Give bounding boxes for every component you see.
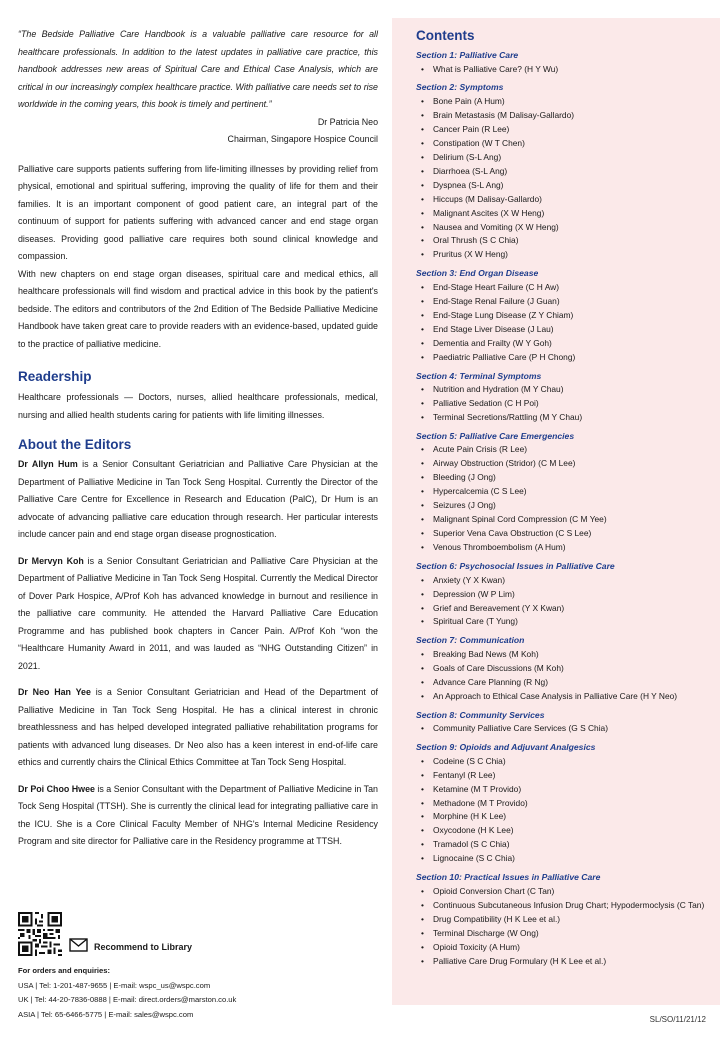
toc-item: • Dyspnea (S-L Ang) [416, 179, 716, 193]
toc-section [416, 741, 716, 866]
editor-bio-text: is a Senior Consultant Geriatrician and Head of the Department of Palliative Medicine in Tan Tock Seng Hospital. He has a clinical interest in chronic breathlessness and has helped developed integrated palliative rehabilitation programs for patients with advanced lung diseases. Dr Neo also has a keen interest in end-of-life care ethics and currently chairs the Clinical Ethics Committee at Tan Tock Seng Hospital. [18, 687, 378, 767]
toc-section [416, 81, 716, 262]
toc-item: • Fentanyl (R Lee) [416, 769, 716, 783]
toc-item: • End-Stage Lung Disease (Z Y Chiam) [416, 309, 716, 323]
editor-bio-text: is a Senior Consultant Geriatrician and Palliative Care Physician at the Department of Palliative Medicine in Tan Tock Seng Hospital. Currently the Medical Director of Dover Park Hospice, A/Prof Koh has advanced knowledge in burnout and resilience in the palliative care community. He attended the Harvard Palliative Care Education Programme and has published book chapters in Cancer Pain. A/Prof Koh “won the “Healthcare Humanity Award in 2011, and was lauded as “NHG Outstanding Citizen” in 2021. [18, 555, 378, 671]
editor-name: Dr Poi Choo Hwee [18, 783, 95, 794]
toc-section-heading: Section 10: Practical Issues in Palliative Care [416, 872, 601, 883]
toc-item: • End-Stage Heart Failure (C H Aw) [416, 281, 716, 295]
toc-item: • Goals of Care Discussions (M Koh) [416, 662, 716, 676]
toc-item: • Morphine (H K Lee) [416, 810, 716, 824]
toc-item: • Continuous Subcutaneous Infusion Drug Chart; Hypodermoclysis (C Tan) [416, 899, 716, 913]
toc-item: • Grief and Bereavement (Y X Kwan) [416, 602, 716, 616]
toc-section [416, 430, 716, 555]
editor-name: Dr Neo Han Yee [18, 687, 91, 697]
toc-section [416, 634, 716, 703]
toc-item: • Nutrition and Hydration (M Y Chau) [416, 383, 716, 397]
toc-section [416, 871, 716, 968]
toc-item: • Tramadol (S C Chia) [416, 838, 716, 852]
orders-line-usa: USA | Tel: 1-201-487-9655 | E-mail: wspc_us@wspc.com [18, 980, 211, 990]
toc-section-heading: Section 9: Opioids and Adjuvant Analgesics [416, 742, 596, 753]
toc-item-list [416, 574, 716, 630]
readership-heading: Readership [18, 369, 92, 384]
editor-bio [18, 456, 378, 544]
toc-item: • Breaking Bad News (M Koh) [416, 648, 716, 662]
toc-section [416, 370, 716, 425]
intro-paragraph-1: Palliative care supports patients suffering from life-limiting illnesses by providing relief from physical, emotional and spiritual suffering, improving the quality of life for them and their families. It is an important component of good patient care, an integral part of the continuum of support for patients suffering with advanced cancer and end stage organ diseases. Providing good palliative care requires both sound clinical knowledge and compassion. [18, 163, 378, 261]
editor-bio-text: is a Senior Consultant with the Department of Palliative Medicine in Tan Tock Seng Hospital (TTSH). She is currently the clinical lead for integrating palliative care in the ICU. She is a Core Clinical Faculty Member of NHG's Internal Medicine Residency Program and site director for Palliative care in the Residency programme at TTSH. [18, 783, 378, 846]
toc-item: • Nausea and Vomiting (X W Heng) [416, 221, 716, 235]
toc-item-list [416, 63, 716, 77]
toc-section-heading: Section 7: Communication [416, 635, 525, 646]
toc-item-list [416, 95, 716, 262]
contents-title: Contents [416, 28, 475, 43]
toc-item: • Delirium (S-L Ang) [416, 151, 716, 165]
document-code: SL/SO/11/21/12 [649, 1015, 706, 1024]
toc-item: • Paediatric Palliative Care (P H Chong) [416, 351, 716, 365]
toc-item: • Spiritual Care (T Yung) [416, 615, 716, 629]
toc-section-heading: Section 8: Community Services [416, 709, 545, 720]
toc-section-heading: Section 5: Palliative Care Emergencies [416, 430, 575, 441]
orders-title: For orders and enquiries: [18, 966, 110, 975]
toc-item: • Bone Pain (A Hum) [416, 95, 716, 109]
editor-bio [18, 781, 378, 851]
toc-item: • Cancer Pain (R Lee) [416, 123, 716, 137]
envelope-icon[interactable] [69, 938, 88, 952]
toc-item: • Brain Metastasis (M Dalisay-Gallardo) [416, 109, 716, 123]
contents-panel [392, 18, 720, 1005]
toc-item: • Lignocaine (S C Chia) [416, 852, 716, 866]
toc-item: • Oral Thrush (S C Chia) [416, 234, 716, 248]
orders-line-asia: ASIA | Tel: 65-6466-5775 | E-mail: sales@wspc.com [18, 1009, 194, 1019]
editors-heading: About the Editors [18, 437, 132, 452]
toc-item: • Advance Care Planning (R Ng) [416, 676, 716, 690]
editor-bio [18, 553, 378, 676]
editor-bio [18, 684, 378, 772]
toc-section-heading: Section 6: Psychosocial Issues in Palliative Care [416, 561, 615, 572]
toc-item: • Malignant Ascites (X W Heng) [416, 207, 716, 221]
toc-item: • Terminal Discharge (W Ong) [416, 927, 716, 941]
qr-code-icon[interactable] [18, 912, 62, 956]
readership-text: Healthcare professionals — Doctors, nurses, allied healthcare professionals, medical, nursing and allied health students caring for patients with life limiting illnesses. [18, 392, 378, 420]
toc-item: • Codeine (S C Chia) [416, 755, 716, 769]
toc-item-list [416, 885, 716, 969]
toc-item-list [416, 383, 716, 425]
toc-item: • End-Stage Renal Failure (J Guan) [416, 295, 716, 309]
quote-author-role: Chairman, Singapore Hospice Council [227, 134, 378, 144]
toc-section [416, 267, 716, 364]
toc-item: • Hypercalcemia (C S Lee) [416, 485, 716, 499]
toc-item: • Acute Pain Crisis (R Lee) [416, 443, 716, 457]
toc-item: • What is Palliative Care? (H Y Wu) [416, 63, 716, 77]
orders-line-uk: UK | Tel: 44-20-7836-0888 | E-mail: direct.orders@marston.co.uk [18, 995, 237, 1004]
toc-item: • Opioid Conversion Chart (C Tan) [416, 885, 716, 899]
table-of-contents [416, 49, 716, 974]
toc-item: • Anxiety (Y X Kwan) [416, 574, 716, 588]
toc-section-heading: Section 3: End Organ Disease [416, 268, 539, 279]
toc-item-list [416, 281, 716, 365]
editor-name: Dr Allyn Hum [18, 459, 78, 469]
toc-section-heading: Section 1: Palliative Care [416, 50, 519, 60]
left-column [18, 26, 378, 860]
toc-item: • Drug Compatibility (H K Lee et al.) [416, 913, 716, 927]
toc-item: • Airway Obstruction (Stridor) (C M Lee) [416, 457, 716, 471]
editors-list [18, 456, 378, 851]
toc-item: • Dementia and Frailty (W Y Goh) [416, 337, 716, 351]
toc-item: • Palliative Sedation (C H Poi) [416, 397, 716, 411]
toc-section-heading: Section 2: Symptoms [416, 82, 504, 93]
recommend-to-library-link[interactable]: Recommend to Library [94, 942, 193, 952]
toc-item: • Terminal Secretions/Rattling (M Y Chau) [416, 411, 716, 425]
toc-section [416, 49, 716, 76]
toc-item: • Diarrhoea (S-L Ang) [416, 165, 716, 179]
toc-item-list [416, 722, 716, 736]
toc-item-list [416, 648, 716, 704]
toc-item: • Hiccups (M Dalisay-Gallardo) [416, 193, 716, 207]
toc-item: • Malignant Spinal Cord Compression (C M Yee) [416, 513, 716, 527]
toc-item: • An Approach to Ethical Case Analysis in Palliative Care (H Y Neo) [416, 690, 716, 704]
toc-section [416, 560, 716, 629]
toc-item: • Bleeding (J Ong) [416, 471, 716, 485]
toc-section [416, 709, 716, 736]
toc-item: • Community Palliative Care Services (G S Chia) [416, 722, 716, 736]
quote-author: Dr Patricia Neo [317, 116, 378, 127]
toc-item-list [416, 443, 716, 555]
editor-name: Dr Mervyn Koh [18, 555, 84, 566]
toc-item: • Opioid Toxicity (A Hum) [416, 941, 716, 955]
orders-block [18, 964, 378, 1022]
toc-item: • Superior Vena Cava Obstruction (C S Lee) [416, 527, 716, 541]
toc-item: • End Stage Liver Disease (J Lau) [416, 323, 716, 337]
toc-item: • Depression (W P Lim) [416, 588, 716, 602]
toc-item: • Oxycodone (H K Lee) [416, 824, 716, 838]
toc-item: • Ketamine (M T Provido) [416, 783, 716, 797]
toc-item-list [416, 755, 716, 867]
toc-item: • Seizures (J Ong) [416, 499, 716, 513]
intro-paragraph-2: With new chapters on end stage organ diseases, spiritual care and medical ethics, all healthcare professionals will find wisdom and practical advice in this book by the patient's bedside. The editors and contributors of the 2nd Edition of The Bedside Palliative Medicine Handbook have taken great care to provide readers with an evidence-based, updated guide to the practice of palliative medicine. [18, 268, 378, 349]
toc-item: • Methadone (M T Provido) [416, 797, 716, 811]
endorsement-quote: “The Bedside Palliative Care Handbook is a valuable palliative care resource for all healthcare professionals. In addition to the latest updates in palliative care practice, this handbook addresses new areas of Spiritual Care and Ethical Case Analysis, which are critical in our increasingly complex healthcare practice. With palliative care needs set to rise worldwide in the coming years, this book is timely and pertinent.” [18, 29, 378, 109]
toc-item: • Palliative Care Drug Formulary (H K Lee et al.) [416, 955, 716, 969]
toc-item: • Pruritus (X W Heng) [416, 248, 716, 262]
toc-section-heading: Section 4: Terminal Symptoms [416, 370, 542, 381]
toc-item: • Constipation (W T Chen) [416, 137, 716, 151]
toc-item: • Venous Thromboembolism (A Hum) [416, 541, 716, 555]
editor-bio-text: is a Senior Consultant Geriatrician and Palliative Care Physician at the Department of Palliative Medicine in Tan Tock Seng Hospital. Currently the Director of the Palliative Care Centre for Excellence in Research and Education (PalC), Dr Hum is an advocate of advancing palliative care education through research. Her particular interests include cancer pain and end stage organ disease prognostication. [18, 459, 378, 539]
